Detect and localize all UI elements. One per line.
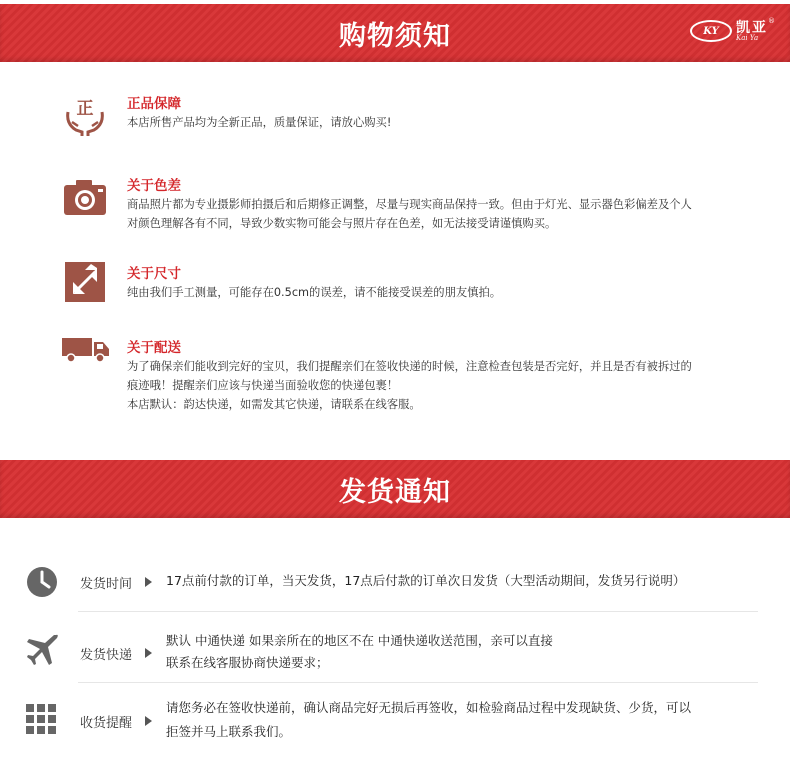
logo-mark: KY [690,20,732,42]
logo-cn: 凯亚 [736,19,768,36]
grid-icon [26,704,62,740]
truck-icon [62,336,108,382]
notice-title: 关于配送 [127,340,181,356]
arrow-right-icon [145,577,152,587]
notice-line: 本店所售产品均为全新正品，质量保证，请放心购买! [127,116,392,129]
svg-text:正: 正 [76,99,94,119]
ship-line: 请您务必在签收快递前，确认商品完好无损后再签收，如检验商品过程中发现缺货、少货，可以 [166,700,692,715]
ship-label: 收货提醒 [80,716,133,731]
logo-en: Kai Ya [736,33,759,42]
arrow-right-icon [145,648,152,658]
ship-label: 发货快递 [80,648,133,663]
notice-title: 关于色差 [127,178,181,194]
resize-arrow-icon [65,262,111,308]
banner-title: 发货通知 [339,477,451,508]
notice-line: 纯由我们手工测量，可能存在0.5cm的误差，请不能接受误差的朋友慎拍。 [127,286,502,299]
camera-icon [62,177,108,223]
ship-label: 发货时间 [80,577,133,592]
kaiya-logo [690,17,775,42]
banner-title: 购物须知 [339,21,451,52]
notice-line: 本店默认：韵达快递，如需发其它快递，请联系在线客服。 [127,398,421,411]
ship-line: 默认 中通快递 如果亲所在的地区不在 中通快递收送范围，亲可以直接 [166,633,553,648]
notice-title: 关于尺寸 [127,266,181,282]
notice-title: 正品保障 [127,96,181,112]
clock-icon [26,566,62,602]
notice-line: 商品照片都为专业摄影师拍摄后和后期修正调整，尽量与现实商品保持一致。但由于灯光、显示器色彩偏差及个人 [127,198,692,211]
shopping-notice-banner [0,4,790,62]
ship-line: 联系在线客服协商快递要求； [166,655,329,670]
notice-line: 对颜色理解各有不同，导致少数实物可能会与照片存在色差，如无法接受请谨慎购买。 [127,217,557,230]
ship-line: 17点前付款的订单，当天发货，17点后付款的订单次日发货（大型活动期间，发货另行说明） [166,573,686,588]
ship-line: 拒签并马上联系我们。 [166,724,292,739]
arrow-right-icon [145,716,152,726]
shipping-notice-banner [0,460,790,518]
notice-line: 痕迹哦！提醒亲们应该与快递当面验收您的快递包裹！ [127,379,399,392]
genuine-hands-icon [62,92,108,138]
divider [78,611,758,612]
notice-line: 为了确保亲们能收到完好的宝贝，我们提醒亲们在签收快递的时候，注意检查包装是否完好，并且是否有被拆过的 [127,360,692,373]
airplane-icon [26,632,62,668]
registered-mark: ® [768,17,775,25]
divider [78,682,758,683]
